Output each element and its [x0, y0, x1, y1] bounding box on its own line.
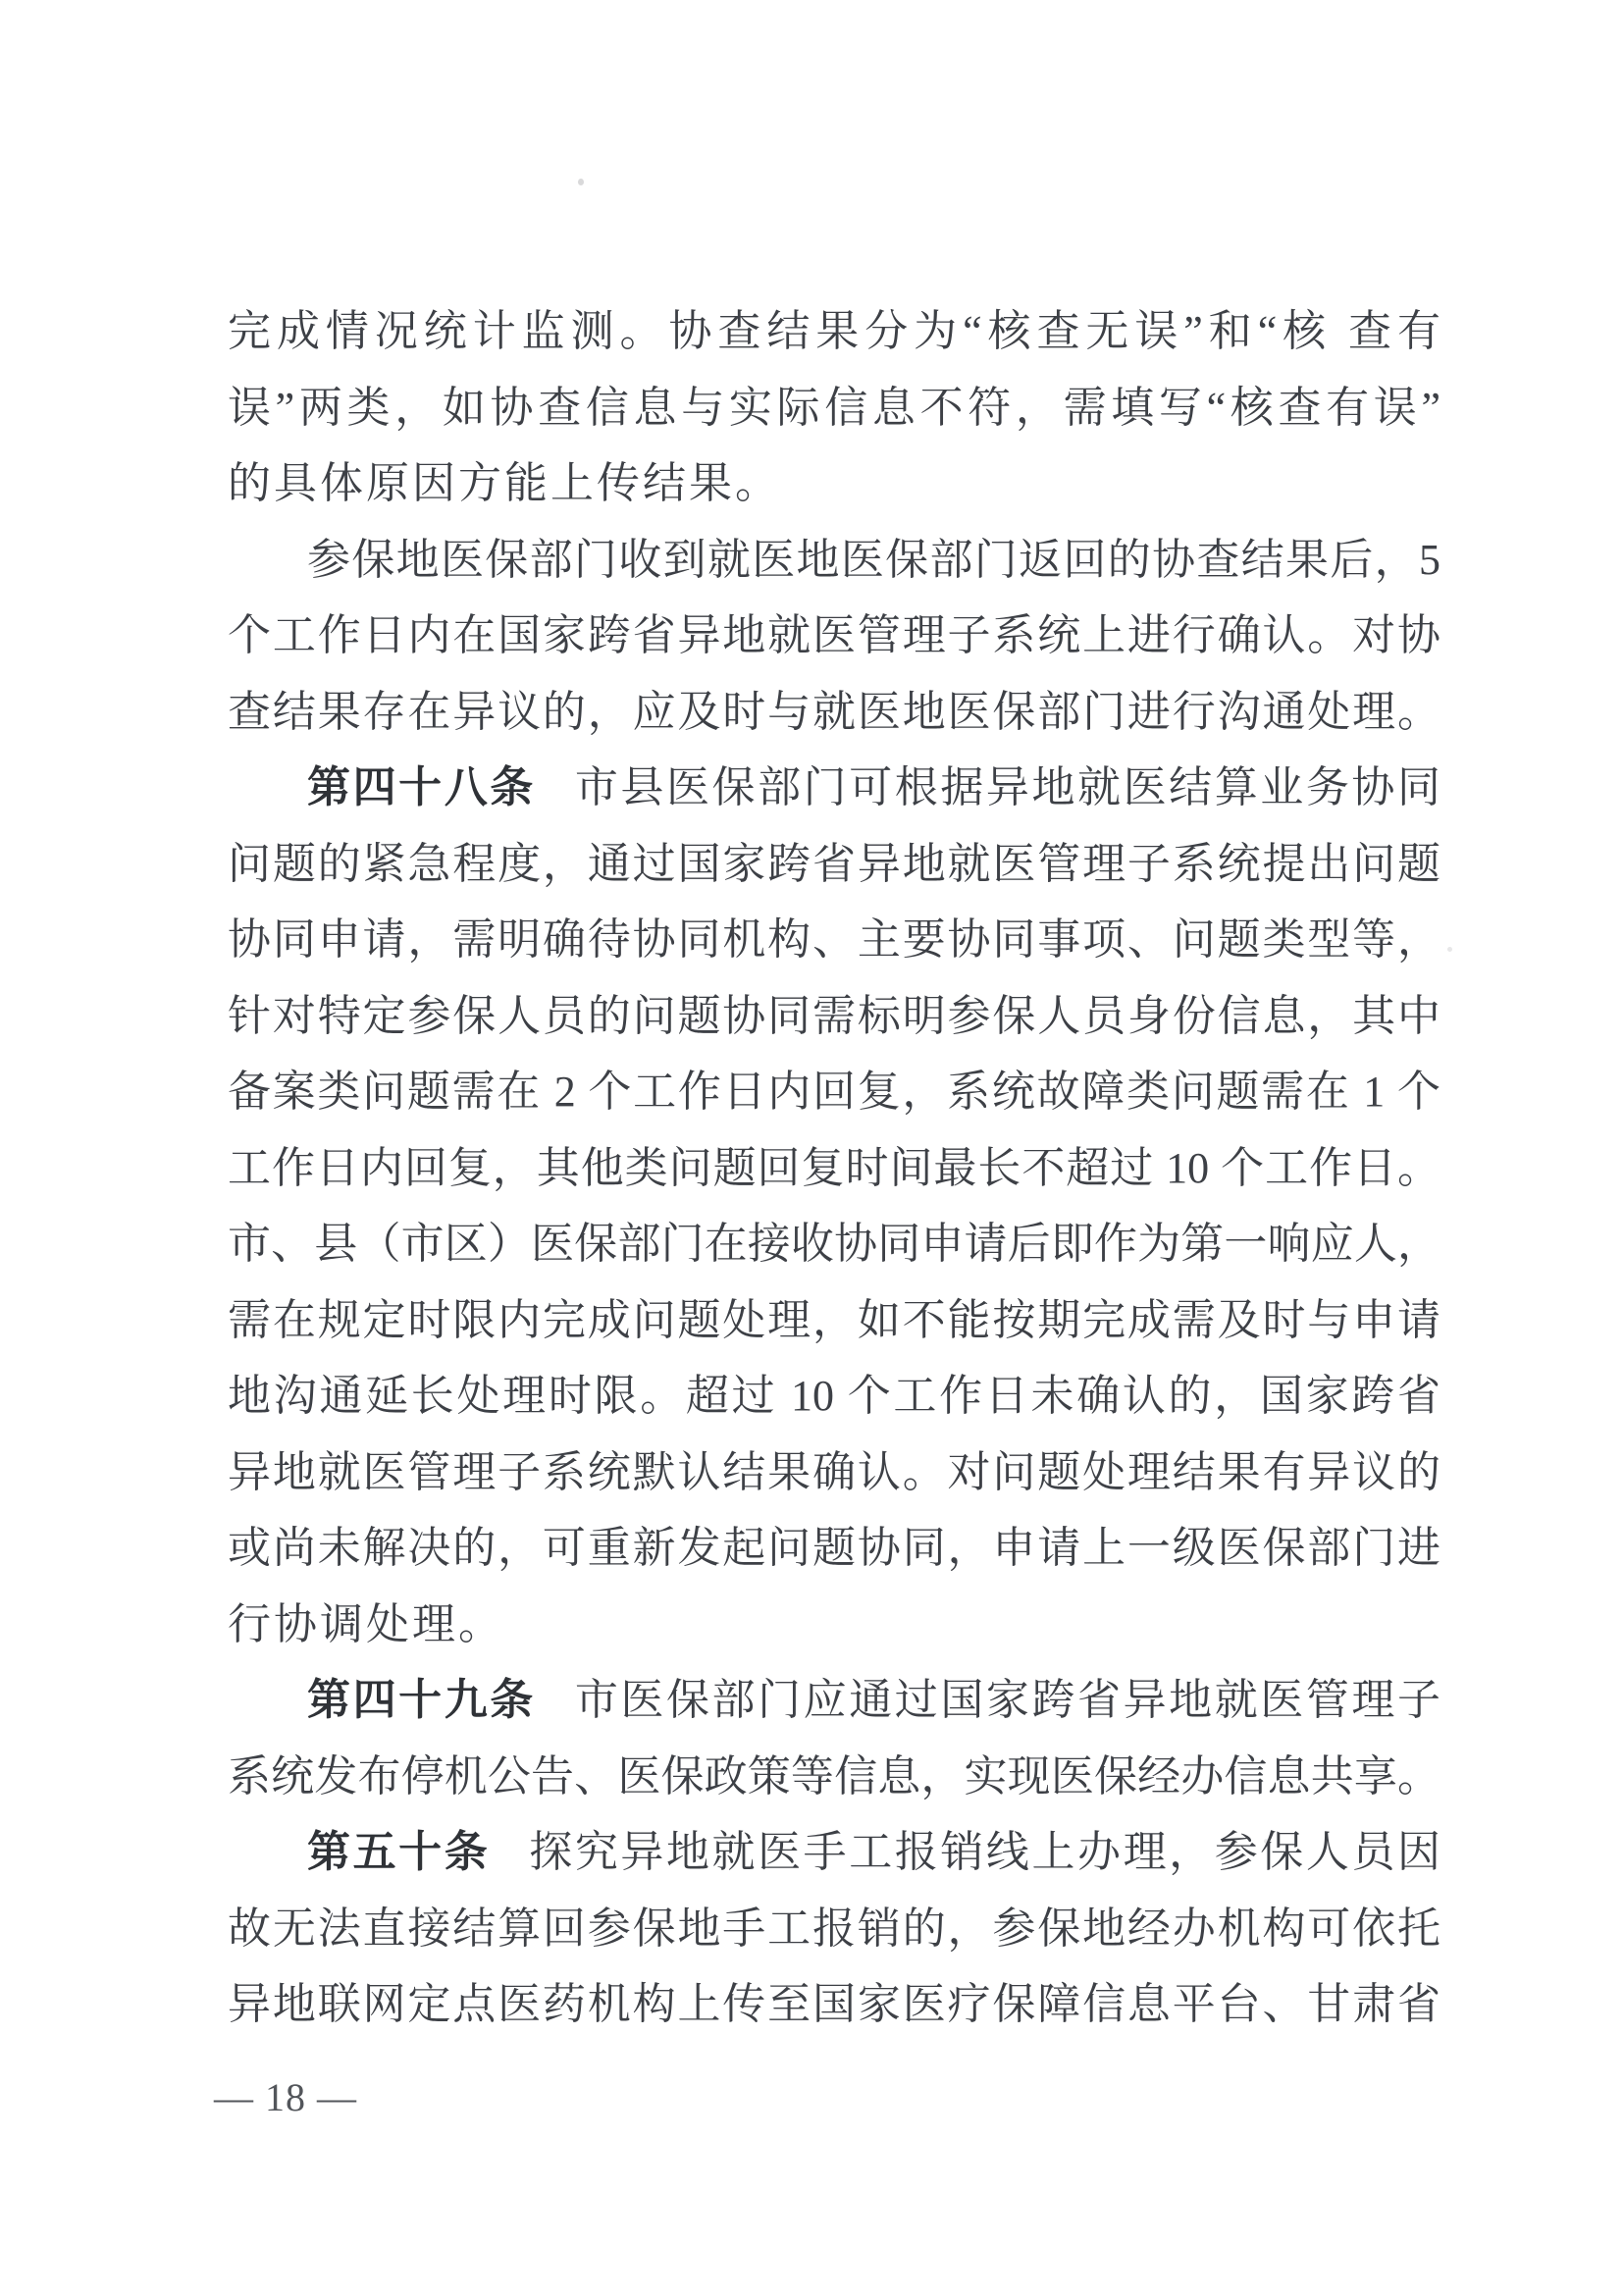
page-number: — 18 — [214, 2075, 357, 2119]
body-line-text: 完成情况统计监测。协查结果分为“核查无误”和“核 查有 [228, 307, 1440, 355]
article-48-heading-line [228, 750, 1440, 826]
body-line-text: 参保地医保部门收到就医地医保部门返回的协查结果后，5 [307, 535, 1440, 584]
article-50-heading-line [228, 1814, 1440, 1891]
body-line-text: 市县医保部门可根据异地就医结算业务协同 [574, 763, 1441, 811]
body-line [228, 1130, 1440, 1207]
body-line-text: 或尚未解决的，可重新发起问题协同，申请上一级医保部门进 [228, 1524, 1440, 1572]
body-line [228, 1587, 1440, 1663]
body-line [228, 1891, 1440, 1967]
body-line [228, 674, 1440, 751]
body-line-text: 故无法直接结算回参保地手工报销的，参保地经办机构可依托 [228, 1904, 1440, 1953]
body-line-text: 查结果存在异议的，应及时与就医地医保部门进行沟通处理。 [228, 687, 1440, 736]
body-line-text: 问题的紧急程度，通过国家跨省异地就医管理子系统提出问题 [228, 839, 1440, 888]
body-line-text: 个工作日内在国家跨省异地就医管理子系统上进行确认。对协 [228, 611, 1440, 659]
body-line-text: 异地就医管理子系统默认结果确认。对问题处理结果有异议的 [228, 1447, 1440, 1496]
body-line-text: 市医保部门应通过国家跨省异地就医管理子 [574, 1676, 1441, 1724]
article-48-number: 第四十八条 [307, 763, 536, 811]
body-line [228, 978, 1440, 1055]
body-line-text: 的具体原因方能上传结果。 [228, 459, 781, 507]
body-line [228, 1282, 1440, 1359]
article-49-number: 第四十九条 [307, 1676, 536, 1724]
body-line-text: 备案类问题需在 2 个工作日内回复，系统故障类问题需在 1 个 [228, 1068, 1440, 1116]
body-line-text: 异地联网定点医药机构上传至国家医疗保障信息平台、甘肃省 [228, 1980, 1440, 2028]
body-line-text: 行协调处理。 [228, 1599, 504, 1648]
body-line [228, 1358, 1440, 1435]
body-line [228, 1206, 1440, 1282]
body-line-text: 误”两类，如协查信息与实际信息不符，需填写“核查有误” [228, 383, 1440, 432]
body-line [228, 1510, 1440, 1587]
body-line-text: 市、县（市区）医保部门在接收协同申请后即作为第一响应人， [228, 1220, 1440, 1268]
body-line [228, 445, 1440, 522]
body-line-text: 系统发布停机公告、医保政策等信息，实现医保经办信息共享。 [228, 1751, 1440, 1800]
document-body [228, 293, 1440, 2043]
scan-speck [578, 179, 584, 185]
body-line-text: 针对特定参保人员的问题协同需标明参保人员身份信息，其中 [228, 991, 1440, 1040]
body-line-text: 探究异地就医手工报销线上办理，参保人员因 [529, 1828, 1441, 1876]
body-line-text: 地沟通延长处理时限。超过 10 个工作日未确认的，国家跨省 [228, 1372, 1440, 1420]
body-line-text: 需在规定时限内完成问题处理，如不能按期完成需及时与申请 [228, 1295, 1440, 1344]
scan-speck [1447, 947, 1452, 952]
article-49-heading-line [228, 1662, 1440, 1739]
article-50-number: 第五十条 [307, 1828, 491, 1876]
body-line [228, 1054, 1440, 1130]
body-line-text: 协同申请，需明确待协同机构、主要协同事项、问题类型等， [228, 915, 1440, 964]
body-line [228, 598, 1440, 674]
body-line [228, 370, 1440, 446]
body-line [228, 1739, 1440, 1815]
body-line [228, 293, 1440, 370]
body-line-text: 工作日内回复，其他类问题回复时间最长不超过 10 个工作日。 [228, 1143, 1440, 1192]
body-line-paragraph-start [228, 522, 1440, 599]
body-line [228, 826, 1440, 903]
body-line [228, 1435, 1440, 1511]
body-line [228, 902, 1440, 978]
body-line [228, 1966, 1440, 2043]
